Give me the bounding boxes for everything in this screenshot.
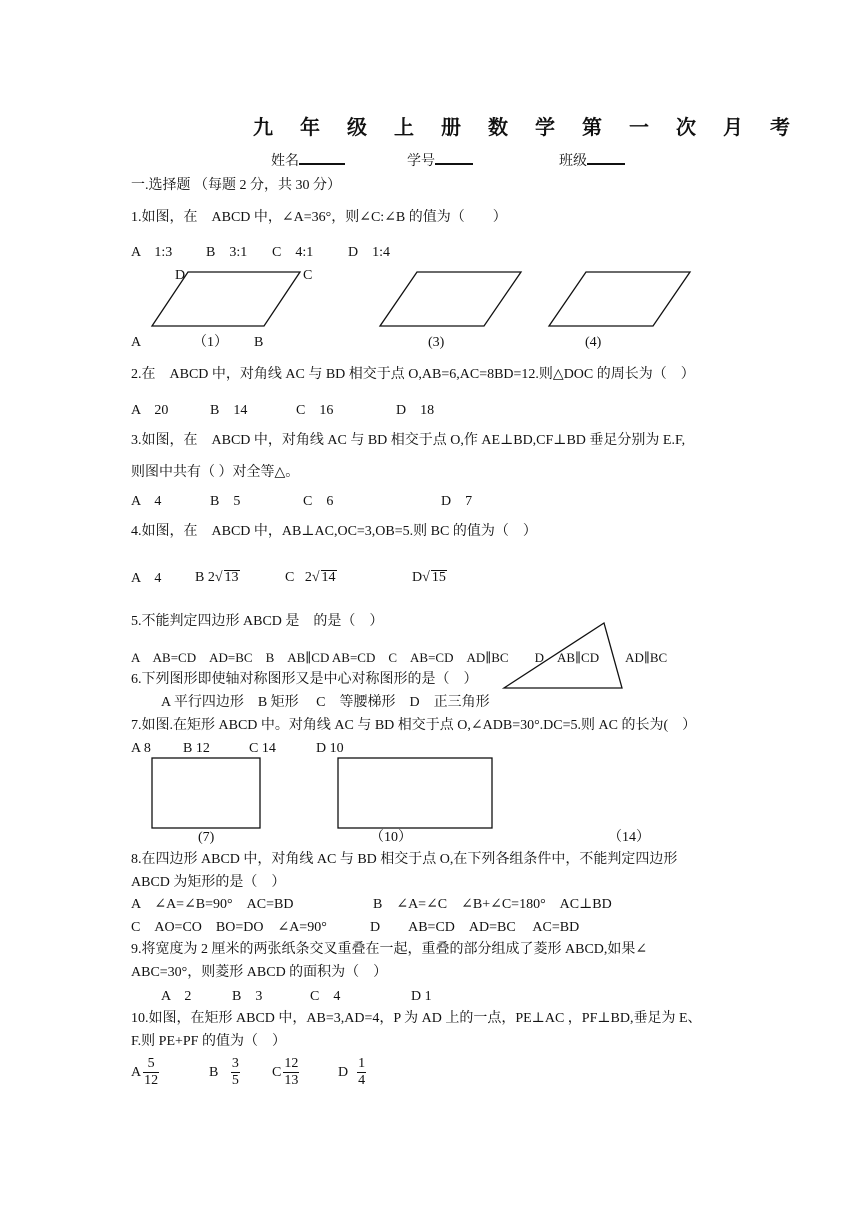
question-9-stem-line-1: 9.将宽度为 2 厘米的两张纸条交叉重叠在一起，重叠的部分组成了菱形 ABCD,如果∠	[131, 942, 648, 957]
option-d-label: D	[338, 1064, 349, 1080]
question-10-stem-line-2: F.则 PE+PF 的值为（ ）	[131, 1034, 286, 1049]
figure-10-caption: （10）	[370, 830, 412, 845]
question-4-option-c[interactable]	[285, 570, 337, 585]
question-4-option-d[interactable]	[412, 570, 447, 585]
figure-7-caption: (7)	[198, 830, 215, 845]
fraction-d-denominator: 4	[358, 1073, 366, 1089]
option-c-label: C	[285, 570, 295, 585]
question-10-stem-line-1: 10.如图，在矩形 ABCD 中，AB=3,AD=4，P 为 AD 上的一点，PE⊥AC ，PF⊥BD,垂足为 E、	[131, 1011, 702, 1026]
parallelogram-figure-4	[549, 272, 690, 326]
question-9-option-b[interactable]: B 3	[232, 989, 263, 1004]
question-9-option-a[interactable]: A 2	[161, 989, 192, 1004]
question-3-stem-line-1: 3.如图，在 ABCD 中，对角线 AC 与 BD 相交于点 O,作 AE⊥BD,CF⊥BD 垂足分别为 E.F,	[131, 433, 686, 448]
parallelogram-figure-3	[380, 272, 521, 326]
section-heading: 一.选择题 （每题 2 分，共 30 分）	[131, 178, 341, 193]
question-4-stem: 4.如图，在 ABCD 中，AB⊥AC,OC=3,OB=5.则 BC 的值为（ ）	[131, 524, 537, 539]
vertex-label-c: C	[303, 268, 313, 283]
option-b-label: B	[195, 570, 205, 585]
radical-sign-icon: √	[214, 570, 223, 585]
question-3-option-c[interactable]: C 6	[303, 494, 334, 509]
question-4-option-a[interactable]: A 4	[131, 571, 162, 586]
question-10-option-d[interactable]	[338, 1056, 368, 1089]
question-10-option-c[interactable]	[272, 1056, 301, 1089]
question-7-stem: 7.如图.在矩形 ABCD 中。对角线 AC 与 BD 相交于点 O,∠ADB=30°.DC=5.则 AC 的长为( ）	[131, 718, 697, 733]
figure-3-caption: (3)	[428, 335, 445, 350]
question-9-option-d[interactable]: D 1	[411, 989, 432, 1004]
question-5-options[interactable]: A AB=CD AD=BC B AB∥CD AB=CD C AB=CD AD∥BC D AB∥CD AD∥BC	[131, 650, 668, 665]
rectangle-figure-7	[152, 758, 260, 828]
figure-14-caption: （14）	[608, 830, 650, 845]
option-b-coefficient: 2	[207, 570, 215, 585]
question-2-option-d[interactable]: D 18	[396, 403, 435, 418]
question-3-stem-line-2: 则图中共有（ ）对全等△。	[131, 465, 300, 480]
name-label: 姓名	[271, 154, 299, 169]
question-3-option-d[interactable]: D 7	[441, 494, 473, 509]
fraction-a-denominator: 12	[144, 1073, 159, 1089]
vertex-label-b: B	[254, 335, 264, 350]
question-7-option-a[interactable]: A 8	[131, 741, 151, 756]
question-2-stem: 2.在 ABCD 中，对角线 AC 与 BD 相交于点 O,AB=6,AC=8BD=12.则△DOC 的周长为（ ）	[131, 367, 695, 382]
question-1-option-c[interactable]: C 4:1	[272, 245, 314, 260]
question-8-stem-line-1: 8.在四边形 ABCD 中，对角线 AC 与 BD 相交于点 O,在下列各组条件中，不能判定四边形	[131, 852, 678, 867]
question-8-option-d[interactable]: D AB=CD AD=BC AC=BD	[370, 920, 580, 935]
question-2-option-c[interactable]: C 16	[296, 403, 334, 418]
fraction-c-denominator: 13	[284, 1073, 299, 1089]
option-b-label: B	[209, 1064, 219, 1080]
question-2-option-a[interactable]: A 20	[131, 403, 169, 418]
option-a-label: A	[131, 1064, 142, 1080]
vertex-label-d: D	[175, 268, 186, 283]
question-8-stem-line-2: ABCD 为矩形的是（ ）	[131, 875, 286, 890]
question-6-stem: 6.下列图形即使轴对称图形又是中心对称图形的是（ ）	[131, 672, 478, 687]
question-8-option-a[interactable]: A ∠A=∠B=90° AC=BD	[131, 897, 294, 912]
question-3-option-a[interactable]: A 4	[131, 494, 162, 509]
question-9-stem-line-2: ABC=30°，则菱形 ABCD 的面积为（ ）	[131, 965, 388, 980]
option-c-label: C	[272, 1064, 282, 1080]
option-c-radicand: 14	[321, 570, 336, 585]
question-10-option-a[interactable]	[131, 1056, 161, 1089]
question-4-option-b[interactable]	[195, 570, 240, 585]
option-c-coefficient: 2	[304, 570, 312, 585]
question-1-option-a[interactable]: A 1:3	[131, 245, 173, 260]
fraction-d	[357, 1056, 366, 1089]
vertex-label-a: A	[131, 335, 142, 350]
fraction-b	[231, 1056, 240, 1089]
question-1-stem: 1.如图，在 ABCD 中，∠A=36°，则∠C:∠B 的值为（ ）	[131, 210, 507, 225]
fraction-c	[283, 1056, 299, 1089]
page-title: 九 年 级 上 册 数 学 第 一 次 月 考	[253, 117, 801, 139]
question-1-option-b[interactable]: B 3:1	[206, 245, 248, 260]
question-7-option-d[interactable]: D 10	[316, 741, 344, 756]
figure-4-caption: (4)	[585, 335, 602, 350]
question-8-option-b[interactable]: B ∠A=∠C ∠B+∠C=180° AC⊥BD	[373, 897, 612, 912]
figure-1-caption: （1）	[193, 335, 228, 350]
fraction-b-denominator: 5	[231, 1073, 239, 1089]
option-d-radicand: 15	[431, 570, 446, 585]
class-label: 班级	[559, 154, 587, 169]
fraction-b-numerator: 3	[231, 1056, 240, 1073]
question-8-option-c[interactable]: C AO=CO BO=DO ∠A=90°	[131, 920, 327, 935]
fraction-d-numerator: 1	[357, 1056, 366, 1073]
fraction-c-numerator: 12	[283, 1056, 299, 1073]
question-7-option-b[interactable]: B 12	[183, 741, 210, 756]
question-6-options[interactable]: A 平行四边形 B 矩形 C 等腰梯形 D 正三角形	[161, 695, 490, 710]
question-9-option-c[interactable]: C 4	[310, 989, 341, 1004]
option-d-label: D	[412, 570, 423, 585]
fraction-a	[143, 1056, 159, 1089]
question-3-option-b[interactable]: B 5	[210, 494, 241, 509]
option-b-radicand: 13	[224, 570, 239, 585]
radical-sign-icon: √	[311, 570, 320, 585]
question-5-stem: 5.不能判定四边形 ABCD 是 的是（ ）	[131, 614, 384, 629]
question-2-option-b[interactable]: B 14	[210, 403, 248, 418]
question-10-option-b[interactable]	[209, 1056, 242, 1089]
question-7-option-c[interactable]: C 14	[249, 741, 276, 756]
radical-sign-icon: √	[422, 570, 430, 585]
question-1-option-d[interactable]: D 1:4	[348, 245, 390, 260]
student-id-label: 学号	[407, 154, 435, 169]
rectangle-figure-10	[338, 758, 492, 828]
fraction-a-numerator: 5	[143, 1056, 159, 1073]
